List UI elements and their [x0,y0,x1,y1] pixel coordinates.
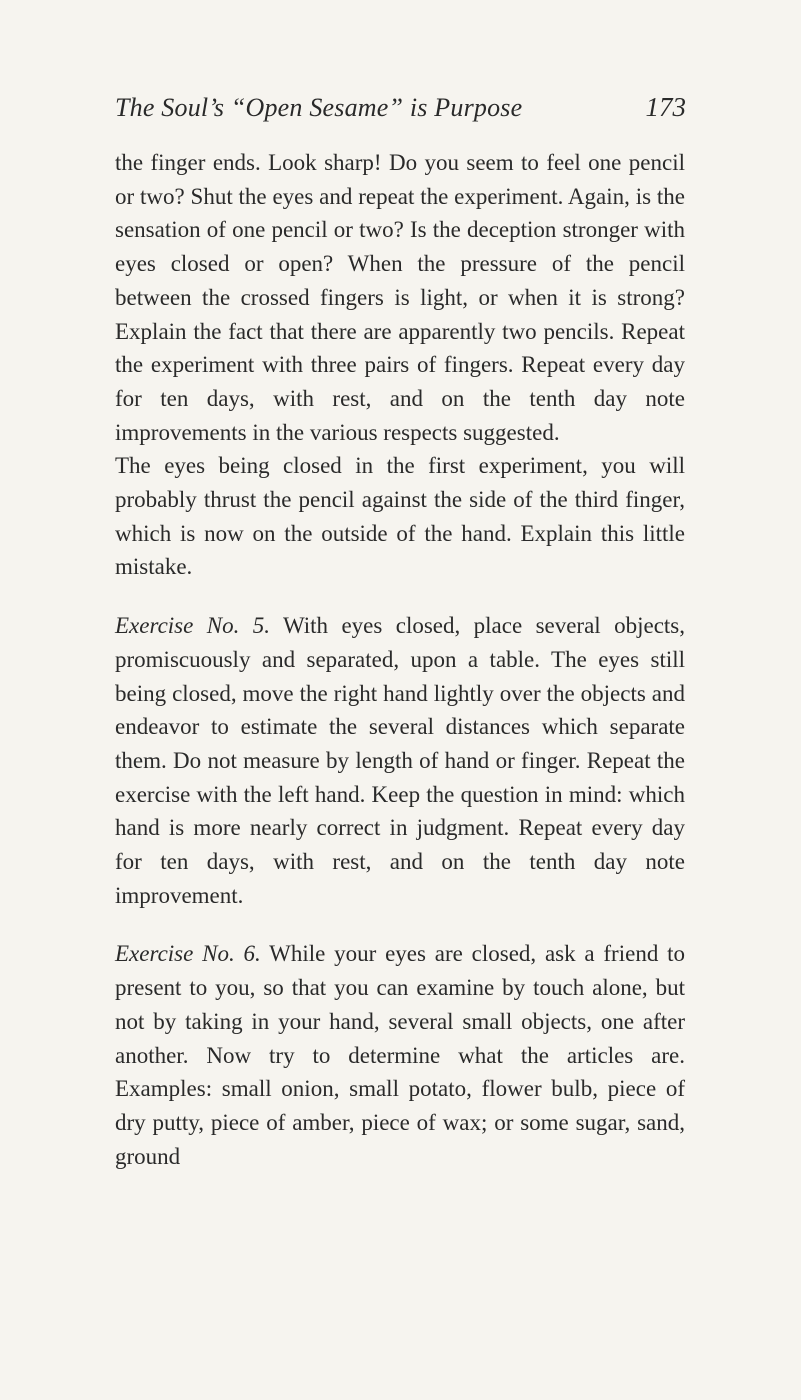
exercise-label: Exercise No. 6. [115,941,261,967]
paragraph-observation [115,449,685,584]
paragraph-exercise-5 [115,609,685,912]
running-title: The Soul’s “Open Sesame” is Purpose [115,93,523,122]
paragraph-text: the finger ends. Look sharp! Do you seem to feel one pencil or two? Shut the eyes and repeat the experiment. Again, is the sensation of one pencil or two? Is the deception stronger with eyes closed or open? When the pressure of the pencil between the crossed fingers is light, or when it is strong? Explain the fact that there are apparently two pencils. Repeat the experiment with three pairs of fingers. Repeat every day for ten days, with rest, and on the tenth day note improvements in the various respects suggested. [115,150,685,445]
running-head [115,92,686,132]
exercise-label: Exercise No. 5. [115,613,270,639]
paragraph-exercise-6 [115,937,685,1173]
paragraph-text: With eyes closed, place several objects, promiscuously and separated, upon a table. The eyes still being closed, move the right hand lightly over the objects and endeavor to estimate the several distances which separate them. Do not measure by length of hand or finger. Repeat the exercise with the left hand. Keep the question in mind: which hand is more nearly correct in judgment. Repeat every day for ten days, with rest, and on the tenth day note improvement. [115,613,685,908]
paragraph-text: While your eyes are closed, ask a friend to present to you, so that you can examine by touch alone, but not by taking in your hand, several small objects, one after another. Now try to determine what the articles are. Examples: small onion, small potato, flower bulb, piece of dry putty, piece of amber, piece of wax; or some sugar, sand, ground [115,941,686,1169]
page-number: 173 [645,92,686,122]
paragraph-continuation [115,146,685,449]
paragraph-text: The eyes being closed in the first experiment, you will probably thrust the pencil against the side of the third finger, which is now on the outside of the hand. Explain this little mistake. [115,453,685,580]
body-text [115,146,685,1173]
